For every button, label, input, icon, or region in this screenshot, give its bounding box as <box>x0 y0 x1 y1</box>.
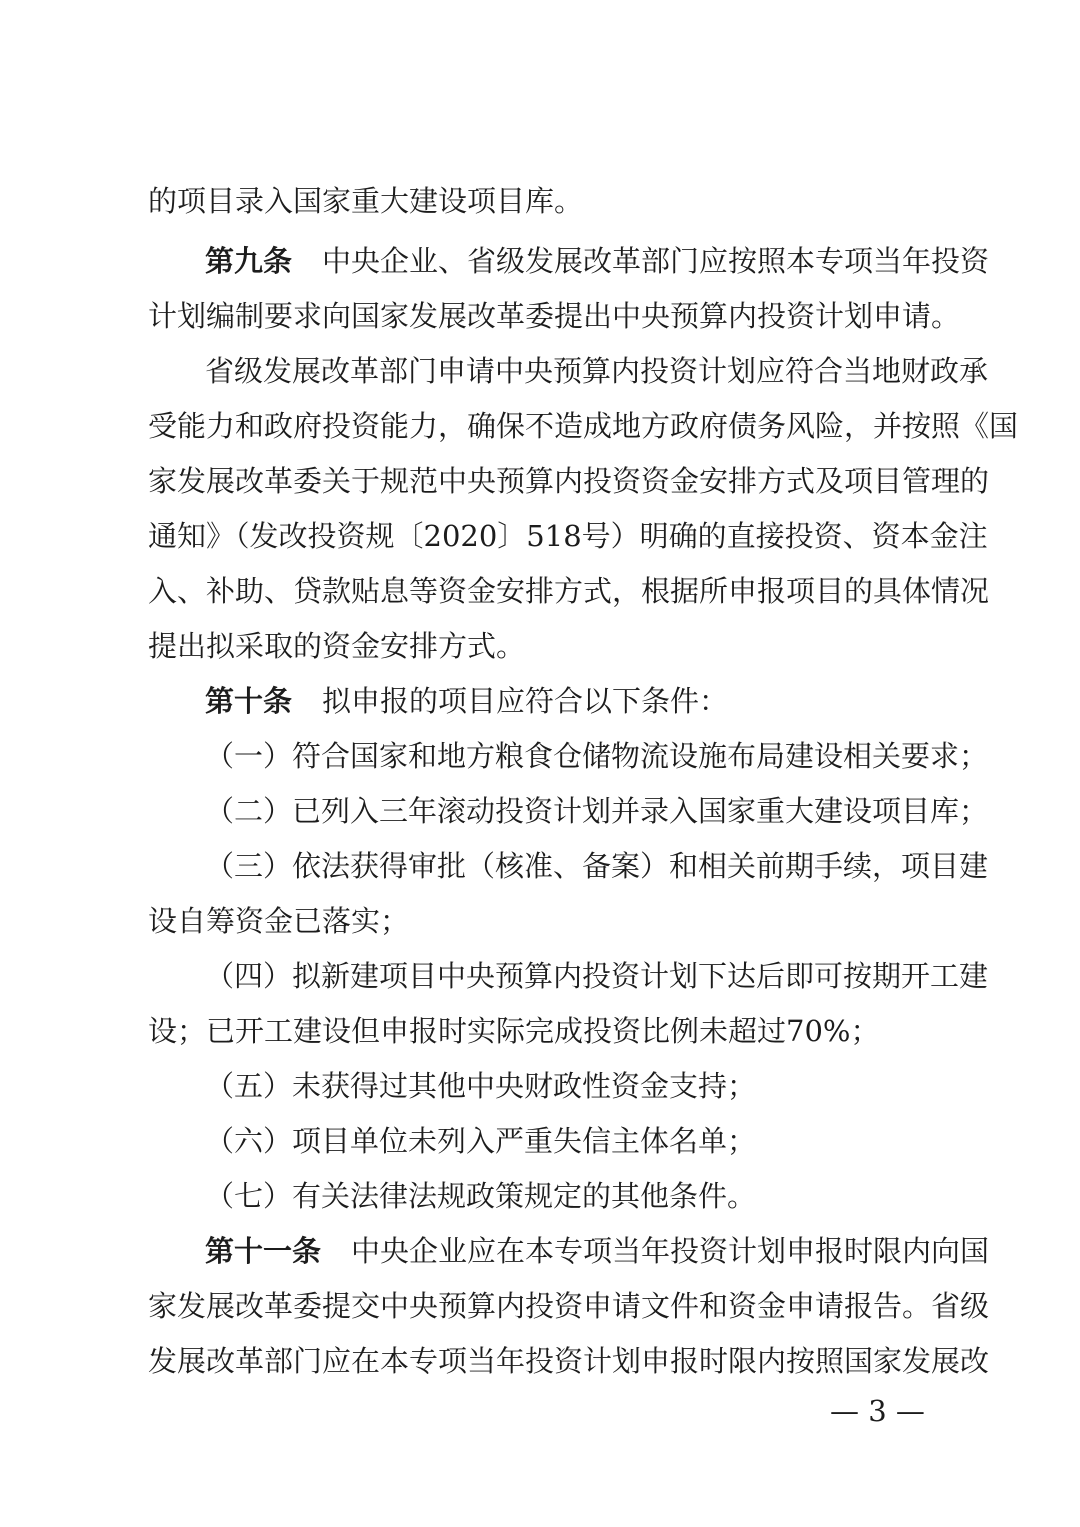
text-line: 中央企业、省级发展改革部门应按照本专项当年投资 <box>322 244 990 278</box>
article-9-line <box>205 243 990 279</box>
text-line: （六）项目单位未列入严重失信主体名单； <box>205 1124 757 1158</box>
page-number: — 3 — <box>830 1394 925 1428</box>
text-line: 家发展改革委提交中央预算内投资申请文件和资金申请报告。省级 <box>148 1289 990 1323</box>
text-line: （七）有关法律法规政策规定的其他条件。 <box>205 1179 757 1213</box>
text-line: （一）符合国家和地方粮食仓储物流设施布局建设相关要求； <box>205 739 989 773</box>
text-line: （四）拟新建项目中央预算内投资计划下达后即可按期开工建 <box>205 959 989 993</box>
text-line: （二）已列入三年滚动投资计划并录入国家重大建设项目库； <box>205 794 989 828</box>
text-line: 家发展改革委关于规范中央预算内投资资金安排方式及项目管理的 <box>148 464 990 498</box>
text-line: 发展改革部门应在本专项当年投资计划申报时限内按照国家发展改 <box>148 1344 990 1378</box>
text-line: 入、补助、贷款贴息等资金安排方式，根据所申报项目的具体情况 <box>148 574 990 608</box>
text-line: 中央企业应在本专项当年投资计划申报时限内向国 <box>351 1234 990 1268</box>
article-11-line <box>205 1233 990 1269</box>
article-heading: 第九条 <box>205 244 293 278</box>
article-heading: 第十条 <box>205 684 293 718</box>
text-line: 计划编制要求向国家发展改革委提出中央预算内投资计划申请。 <box>148 299 961 333</box>
article-10-line <box>205 683 728 719</box>
text-line: 受能力和政府投资能力，确保不造成地方政府债务风险，并按照《国 <box>148 409 1019 443</box>
text-line: （五）未获得过其他中央财政性资金支持； <box>205 1069 757 1103</box>
text-line: 提出拟采取的资金安排方式。 <box>148 629 526 663</box>
text-line: （三）依法获得审批（核准、备案）和相关前期手续，项目建 <box>205 849 989 883</box>
text-line: 拟申报的项目应符合以下条件： <box>322 684 729 718</box>
text-line: 设自筹资金已落实； <box>148 904 410 938</box>
text-line: 的项目录入国家重大建设项目库。 <box>148 184 584 218</box>
text-line: 通知》（发改投资规〔2020〕518号）明确的直接投资、资本金注 <box>148 519 988 553</box>
text-line: 设；已开工建设但申报时实际完成投资比例未超过70%； <box>148 1014 880 1048</box>
text-line: 省级发展改革部门申请中央预算内投资计划应符合当地财政承 <box>205 354 989 388</box>
article-heading: 第十一条 <box>205 1234 322 1268</box>
